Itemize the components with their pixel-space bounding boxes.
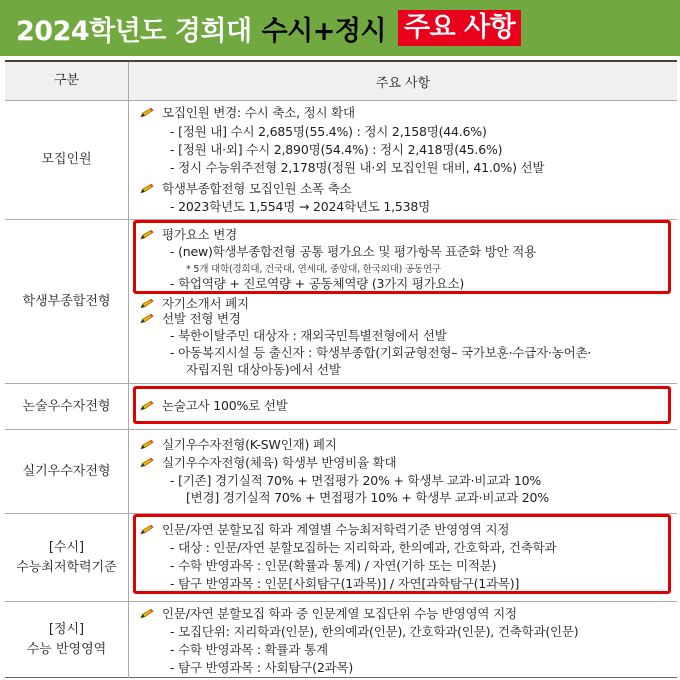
row-label-regular: [5, 602, 129, 678]
regular-detail-1: - 모집단위: 지리학과(인문), 한의예과(인문), 간호학과(인문), 건축학과(인문): [170, 624, 579, 639]
recruit-detail-1: - [정원 내] 수시 2,685명(55.4%) : 정시 2,158명(44.6%): [170, 124, 487, 139]
banner-title-highlight: 주요 사항: [398, 10, 521, 46]
comprehensive-detail-3: - 북한이탈주민 대상자 : 재외국민특별전형에서 선발: [170, 328, 447, 343]
highlight-box-essay: [133, 386, 671, 424]
row-label-comprehensive: 학생부종합전형: [5, 220, 129, 383]
recruit-detail-2: - [정원 내·외] 수시 2,890명(54.4%) : 정시 2,418명(45.6%): [170, 142, 503, 157]
practical-detail-2: [변경] 경기실적 70% + 면접평가 10% + 학생부 교과·비교과 20%: [186, 490, 549, 505]
practical-item-1: 실기우수자전형(K-SW인재) 폐지: [140, 436, 337, 454]
minimum-detail-2: - 수학 반영과목 : 인문(확률과 통계) / 자연(기하 또는 미적분): [170, 558, 497, 573]
row-label-minimum-line2: 수능최저학력기준: [16, 559, 117, 575]
recruit-detail-3: - 정시 수능위주전형 2,178명(정원 내·외 모집인원 대비, 41.0%) 선발: [170, 160, 545, 175]
row-label-essay: 논술우수자전형: [5, 384, 129, 429]
recruit-item-2: 학생부종합전형 모집인원 소폭 축소: [140, 180, 351, 198]
pencil-icon: [140, 298, 154, 309]
row-label-minimum-standard: [5, 514, 129, 601]
table-header-row: [5, 62, 677, 101]
comprehensive-item-3: 선발 전형 변경: [140, 310, 241, 328]
comprehensive-item-1: 평가요소 변경: [140, 226, 237, 244]
pencil-icon: [140, 608, 154, 619]
practical-detail-1: - [기존] 경기실적 70% + 면접평가 20% + 학생부 교과·비교과 10%: [170, 473, 542, 488]
highlight-box-minimum: [133, 514, 671, 594]
regular-item-1: 인문/자연 분할모집 학과 중 인문계열 모집단위 수능 반영영역 지정: [140, 605, 517, 623]
pencil-icon: [140, 183, 154, 194]
header-main-points: 주요 사항: [375, 75, 431, 91]
regular-detail-2: - 수학 반영과목 : 확률과 통계: [170, 642, 328, 657]
minimum-detail-1: - 대상 : 인문/자연 분할모집하는 지리학과, 한의예과, 간호학과, 건축학과: [170, 540, 557, 555]
row-label-recruitment: 모집인원: [5, 101, 129, 219]
row-label-regular-line2: 수능 반영영역: [26, 642, 107, 657]
pencil-icon: [140, 457, 154, 468]
comprehensive-note: * 5개 대학(경희대, 건국대, 연세대, 중앙대, 한국외대) 공동연구: [186, 264, 441, 275]
minimum-detail-3: - 탐구 반영과목 : 인문[사회탐구(1과목)] / 자연[과학탐구(1과목)]: [170, 576, 520, 591]
pencil-icon: [140, 107, 154, 118]
minimum-item-1: 인문/자연 분할모집 학과 계열별 수능최저학력기준 반영영역 지정: [140, 521, 509, 539]
comprehensive-detail-1: - (new)학생부종합전형 공통 평가요소 및 평가항목 표준화 방안 적용: [170, 244, 536, 259]
pencil-icon: [140, 313, 154, 324]
comprehensive-detail-2: - 학업역량 + 진로역량 + 공동체역량 (3가지 평가요소): [170, 276, 465, 291]
pencil-icon: [140, 439, 154, 450]
row-label-regular-line1: [정시]: [48, 622, 85, 637]
title-banner: [0, 0, 680, 56]
header-category: 구분: [5, 62, 129, 100]
row-label-minimum-line1: [수시]: [48, 539, 85, 555]
comprehensive-detail-4: - 아동복지시설 등 출신자 : 학생부종합(기회균형전형– 국가보훈·수급자·농어촌·: [170, 345, 592, 360]
comprehensive-item-2: 자기소개서 폐지: [140, 295, 249, 313]
comprehensive-detail-5: 자립지원 대상아동)에서 선발: [186, 362, 341, 377]
essay-item-1: 논술고사 100%로 선발: [140, 397, 288, 415]
regular-detail-3: - 탐구 반영과목 : 사회탐구(2과목): [170, 660, 354, 675]
practical-item-2: 실기우수자전형(체육) 학생부 반영비율 확대: [140, 454, 396, 472]
banner-title: [16, 8, 521, 48]
banner-title-part2: 수시+정시: [261, 15, 386, 47]
recruit-item-1: 모집인원 변경: 수시 축소, 정시 확대: [140, 104, 355, 122]
recruit-detail-4: - 2023학년도 1,554명 → 2024학년도 1,538명: [170, 199, 431, 214]
row-label-practical: 실기우수자전형: [5, 430, 129, 513]
highlight-box-evaluation: [133, 220, 671, 294]
banner-title-part1: 2024학년도 경희대: [16, 15, 252, 47]
